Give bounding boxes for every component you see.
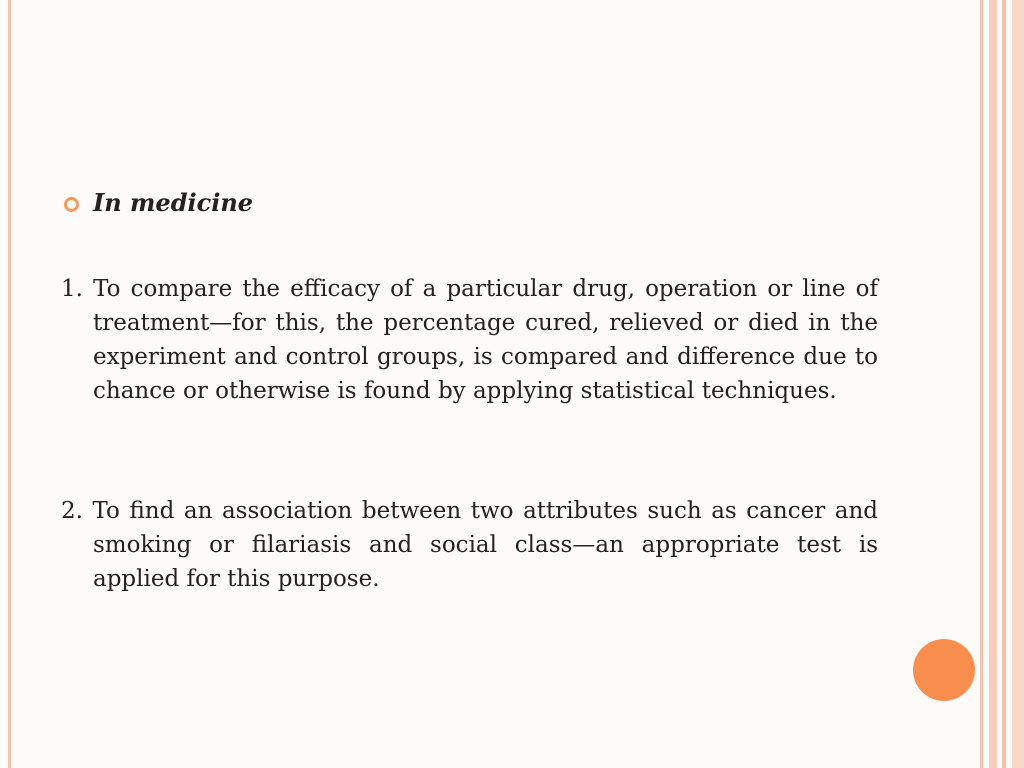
point-1-text: 1. To compare the efficacy of a particular drug, operation or line of treatment—for this, the percentage cured, relieved or died in the experiment and control groups, is compared and difference due to chance or otherwise is found by applying statistical techniques. xyxy=(61,276,878,404)
left-border-stripe xyxy=(8,0,11,768)
right-border-stripe xyxy=(1002,0,1006,768)
orange-circle-decoration xyxy=(913,639,975,701)
right-border-stripe xyxy=(989,0,997,768)
bullet-ring-icon xyxy=(64,197,79,212)
right-border-stripe xyxy=(1012,0,1024,768)
point-2-text: 2. To find an association between two attributes such as cancer and smoking or filariasis and social class—an appropriate test is applied for this purpose. xyxy=(61,498,878,592)
right-border-stripe xyxy=(980,0,983,768)
slide-heading: In medicine xyxy=(93,188,254,217)
